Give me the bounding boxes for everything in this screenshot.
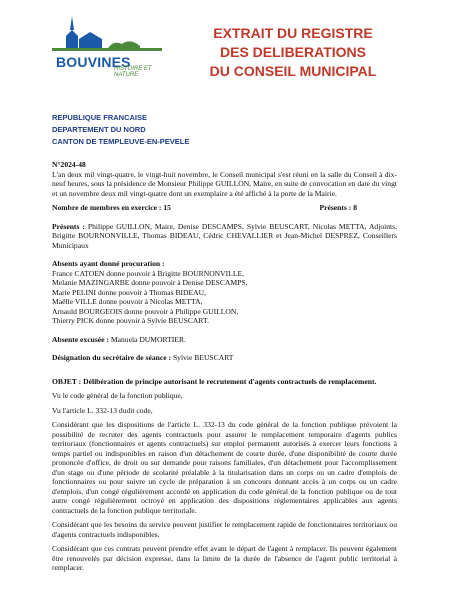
department-line: DEPARTEMENT DU NORD — [52, 125, 146, 134]
present-paragraph — [52, 222, 397, 251]
attendance-counts — [52, 203, 397, 213]
proxy-item: Maëlle VILLE donne pouvoir à Nicolas METTA, — [52, 297, 203, 306]
church-silhouette-icon — [52, 14, 172, 58]
present-label: Présents : — [52, 221, 85, 231]
logo-name: BOUVINES — [56, 54, 131, 70]
considering-paragraph-3: Considérant que ces contrats peuvent prendre effet avant le départ de l'agent à remplacer. Ils peuvent également être renouvelés par décision expresse, dans la limite de la durée de l'absence de l'agent public territorial à remplacer. — [52, 544, 397, 572]
excused-name: Manuela DUMORTIER. — [110, 334, 186, 344]
members-count: Nombre de membres en exercice : 15 — [52, 203, 171, 212]
logo-tagline: HISTOIRE ET NATURE — [114, 66, 152, 78]
proxy-item: Thierry PICK donne pouvoir à Sylvie BEUSCART. — [52, 316, 209, 325]
proxy-item: Melanie MAZINGARBE donne pouvoir à Denise DESCAMPS, — [52, 278, 248, 287]
proxy-title: Absents ayant donné procuration : — [52, 259, 165, 268]
excused-paragraph — [52, 335, 397, 345]
deliberation-body — [52, 160, 397, 573]
title-line: EXTRAIT DU REGISTRE — [213, 25, 373, 41]
object-label: OBJET : — [52, 376, 82, 386]
deliberation-number: N°2024-48 — [52, 160, 86, 169]
secretary-label: Désignation du secrétaire de séance : — [52, 353, 172, 362]
legal-basis-code: Vu le code général de la fonction publique, — [52, 391, 183, 400]
legal-basis-article: Vu l'article L. 332-13 dudit code, — [52, 405, 153, 415]
administrative-header — [52, 112, 189, 148]
logo — [52, 14, 172, 82]
title-line: DES DELIBERATIONS — [220, 44, 366, 60]
considering-paragraph-1: Considérant que les dispositions de l'article L. 332-13 du code général de la fonction publique prévoient la possibilité de recruter des agents contractuels pour assurer le remplacement temporaire d'agents publics territoriaux (fonctionnaires et agents contractuels) sur emploi permanent autorisés à exercer leurs fonctions à temps partiel ou indisponibles en raison d'un détachement de courte durée, d'une disponibilité de courte durée prononcée d'office, de droit ou sur demande pour raisons familiales, d'un détachement pour l'accomplissement d'un stage ou d'une période de scolarité préalable à la titularisation dans un corps ou un cadre d'emplois de fonctionnaires ou pour suivre un cycle de préparation à un concours donnant accès à un corps ou un cadre d'emplois, d'un congé régulièrement accordé en application du code général de la fonction publique ou de tout autre congé régulièrement octroyé en application des dispositions réglementaires applicables aux agents contractuels de la fonction publique territoriale. — [52, 420, 397, 515]
document-title — [178, 24, 408, 81]
object-text: Délibération de principe autorisant le recrutement d'agents contractuels de remplacement. — [83, 376, 377, 386]
object-paragraph — [52, 377, 397, 387]
intro-paragraph: L'an deux mil vingt-quatre, le vingt-huit novembre, le Conseil municipal s'est réuni en la salle du Conseil à dix-neuf heures, sous la présidence de Monsieur Philippe GUILLON, Maire, en suite de convocation en date du vingt et un novembre deux mil vingt-quatre dont un exemplaire a été affiché à la porte de la Mairie. — [52, 169, 398, 198]
excused-label: Absente excusée : — [52, 334, 109, 344]
proxy-item: Arnauld BOURGEOIS donne pouvoir à Philippe GUILLON, — [52, 306, 239, 316]
secretary-name: Sylvie BEUSCART — [172, 353, 234, 362]
considering-paragraph-2: Considérant que les besoins du service peuvent justifier le remplacement rapide de fonctionnaires territoriaux ou d'agents contractuels indisponibles. — [52, 520, 397, 539]
present-count: Présents : 8 — [319, 203, 357, 212]
secretary-paragraph — [52, 353, 397, 363]
proxy-item: France CATOEN donne pouvoir à Brigitte BOURNONVILLE, — [52, 268, 244, 278]
proxy-item: Marie PELINI donne pouvoir à Thomas BIDEAU, — [52, 287, 207, 297]
title-line: DU CONSEIL MUNICIPAL — [209, 63, 377, 79]
present-list: Philippe GUILLON, Maire, Denise DESCAMPS, Sylvie BEUSCART, Nicolas METTA, Adjoints, Brigitte BOURNONVILLE, Thomas BIDEAU, Cédric CHEVALLIER et Jean-Michel DESPREZ, Conseillers Municipaux — [52, 221, 397, 250]
republic-line: REPUBLIQUE FRANCAISE — [52, 113, 148, 122]
canton-line: CANTON DE TEMPLEUVE-EN-PEVELE — [52, 137, 190, 146]
